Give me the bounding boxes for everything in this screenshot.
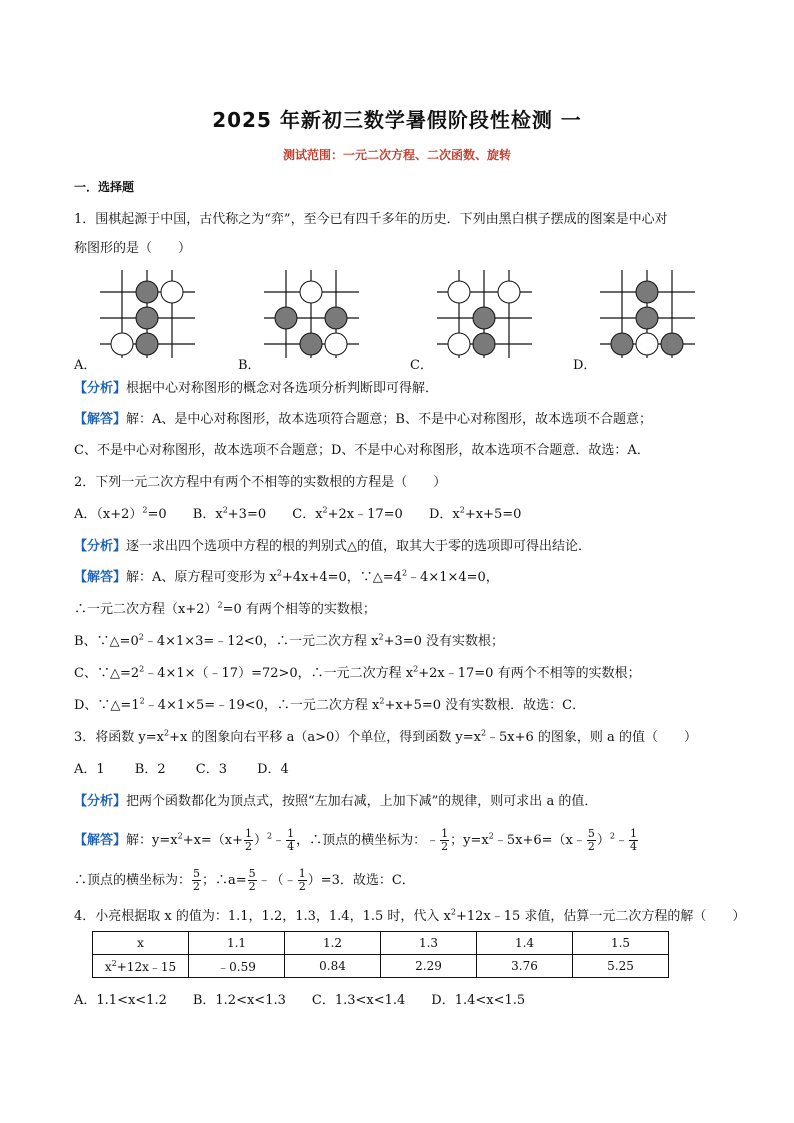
- go-board-a: [100, 270, 195, 358]
- q1-stem-line2: 称图形的是（ ）: [74, 241, 192, 256]
- fraction: $\frac{1}{2}$: [441, 827, 449, 853]
- q2-answer-line5: D、$\because\triangle=1^2﹣4\times 1\times 5=﹣19<0$，∴一元二次方程 $x^2+x+5=0$ 没有实数根．故选：C．: [74, 696, 586, 713]
- q1-answer-line1: 【解答】解：A、是中心对称图形，故本选项符合题意；B、不是中心对称图形，故本选项不合题意；: [74, 412, 652, 427]
- analysis-tag: 【分析】: [74, 381, 127, 396]
- table-cell: 1.5: [573, 932, 669, 955]
- q2-answer-line4: C、$\because\triangle=2^2﹣4\times 1\times(﹣17)=72>0$，∴一元二次方程 $x^2+2x﹣17=0$ 有两个不相等的实数根；: [74, 664, 641, 681]
- q2-analysis: 【分析】逐一求出四个选项中方程的根的判别式△的值，取其大于零的选项即可得出结论．: [74, 539, 592, 554]
- fraction: $\frac{1}{2}$: [245, 827, 253, 853]
- q1-option-c-label: C．: [410, 358, 433, 373]
- table-cell: ﹣0.59: [189, 955, 285, 978]
- table-header-cell: $x^2+12x﹣15$: [93, 955, 189, 978]
- fraction: $\frac{5}{2}$: [193, 867, 201, 893]
- q2-options: [74, 506, 543, 524]
- value-table: [92, 931, 669, 978]
- table-cell: 1.1: [189, 932, 285, 955]
- table-header-cell: x: [93, 932, 189, 955]
- q3-answer-line2: ∴顶点的横坐标为： $\frac{5}{2}$ ；∴a= $\frac{5}{2}$ ﹣（﹣ $\frac{1}{2}$ ）=3．故选：C．: [74, 867, 415, 893]
- table-cell: 1.3: [381, 932, 477, 955]
- q1-option-a-label: A．: [74, 358, 97, 373]
- q2-answer-line2: ∴一元二次方程$(x+2)^2=0$ 有两个相等的实数根；: [74, 600, 376, 617]
- fraction: $\frac{1}{2}$: [298, 867, 306, 893]
- q1-answer-line2: C、不是中心对称图形，故本选项不合题意；D、不是中心对称图形，故本选项不合题意．故选：A．: [74, 443, 650, 458]
- go-board-d: [600, 270, 695, 358]
- q1-stem-line1: 1．围棋起源于中国，古代称之为“弈”，至今已有四千多年的历史．下列由黑白棋子摆成的图案是中心对: [74, 212, 668, 227]
- q2-option-a: A．$(x+2)^2=0$: [74, 505, 167, 522]
- fraction: $\frac{5}{2}$: [248, 867, 256, 893]
- fraction: $\frac{1}{4}$: [287, 827, 295, 853]
- q3-options: A．1 B．2 C．3 D．4: [74, 762, 289, 777]
- answer-tag: 【解答】: [74, 412, 127, 427]
- table-cell: 1.4: [477, 932, 573, 955]
- q2-stem: 2．下列一元二次方程中有两个不相等的实数根的方程是（ ）: [74, 475, 447, 490]
- page-subtitle: 测试范围：一元二次方程、二次函数、旋转: [282, 148, 511, 162]
- q2-option-c: C．$x^2+2x﹣17=0$: [292, 505, 403, 522]
- q3-answer-line1: 【解答】解：$y=x^2+x=(x+$ $\frac{1}{2}$ ）$^2$﹣ $\frac{1}{4}$ ，∴顶点的横坐标为：﹣ $\frac{1}{2}$ ；$y=x^2﹣5x+6=(x﹣$ $\frac{5}{2}$ ）$^2$﹣ $\frac{1}{4}$: [74, 827, 637, 853]
- section-heading: 一．选择题: [74, 180, 135, 194]
- q4-stem: 4．小亮根据取 x 的值为：1.1，1.2，1.3，1.4，1.5 时，代入 $x^2+12x﹣15$ 求值，估算一元二次方程的解（ ）: [74, 907, 746, 924]
- table-cell: 3.76: [477, 955, 573, 978]
- q2-option-d: D．$x^2+x+5=0$: [428, 505, 522, 522]
- q4-options: A．1.1<x<1.2 B．1.2<x<1.3 C．1.3<x<1.4 D．1.4<x<1.5: [74, 993, 526, 1008]
- q1-option-b-label: B．: [238, 358, 261, 373]
- table-cell: 2.29: [381, 955, 477, 978]
- q3-analysis: 【分析】把两个函数都化为顶点式，按照“左加右减，上加下减”的规律，则可求出 a 的值．: [74, 794, 598, 809]
- fraction: $\frac{5}{2}$: [587, 827, 595, 853]
- table-cell: 0.84: [285, 955, 381, 978]
- table-cell: 1.2: [285, 932, 381, 955]
- fraction: $\frac{1}{4}$: [629, 827, 637, 853]
- q2-option-b: B．$x^2+3=0$: [192, 505, 267, 522]
- q2-answer-line1: 【解答】解：A、原方程可变形为 $x^2+4x+4=0$，$\because\triangle=4^2﹣4\times 1\times 4=0$，: [74, 568, 499, 585]
- q1-option-d-label: D．: [573, 358, 597, 373]
- q2-answer-line3: B、$\because\triangle=0^2﹣4\times 1\times 3=﹣12<0$，∴一元二次方程 $x^2+3=0$ 没有实数根；: [74, 632, 505, 649]
- page-title: 2025 年新初三数学暑假阶段性检测 一: [212, 108, 582, 132]
- table-row: [93, 932, 669, 955]
- go-board-b: [264, 270, 359, 358]
- table-cell: 5.25: [573, 955, 669, 978]
- table-row: [93, 955, 669, 978]
- q1-analysis: 【分析】根据中心对称图形的概念对各选项分析判断即可得解．: [74, 381, 439, 396]
- go-board-c: [437, 270, 532, 358]
- q3-stem: 3．将函数 $y=x^2+x$ 的图象向右平移 a（a>0）个单位，得到函数 $y=x^2﹣5x+6$ 的图象，则 a 的值（ ）: [74, 728, 697, 745]
